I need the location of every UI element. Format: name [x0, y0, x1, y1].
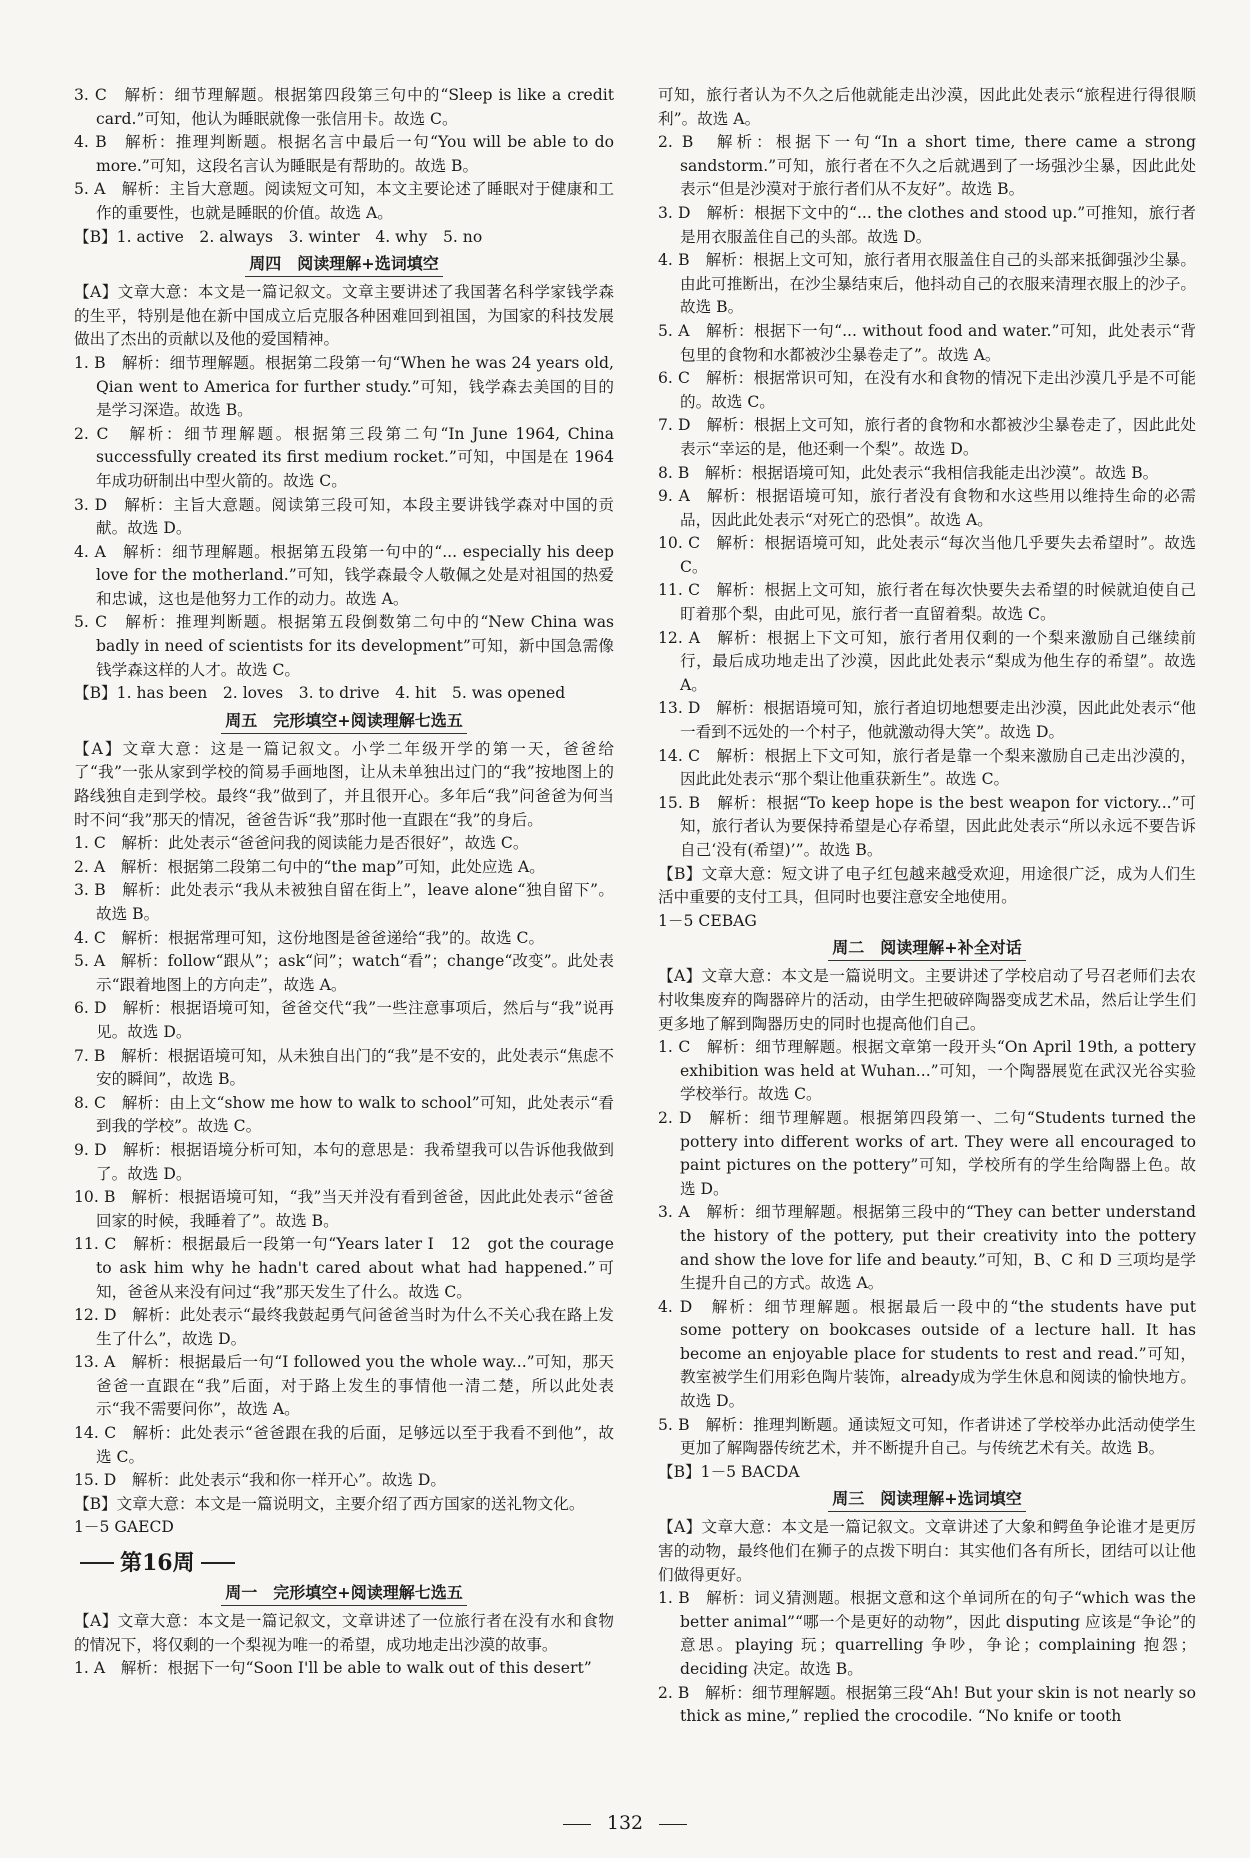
summary-paragraph: 【B】1－5 BACDA [658, 1462, 800, 1481]
section-heading [74, 1581, 614, 1606]
footer-dash-right [659, 1824, 687, 1825]
answer-item: 2. A 解析：根据第二段第二句中的“the map”可知，此处应选 A。 [74, 857, 545, 876]
section-heading-text: 周四 阅读理解+选词填空 [245, 252, 442, 277]
answer-item: 9. D 解析：根据语境分析可知，本句的意思是：我希望我可以告诉他我做到了。故选 D。 [74, 1140, 614, 1183]
answer-item: 10. B 解析：根据语境可知，“我”当天并没有看到爸爸，因此此处表示“爸爸回家的时候，我睡着了”。故选 B。 [74, 1188, 614, 1230]
answer-item: 5. A 解析：根据下一句“... without food and water.”可知，此处表示“背包里的食物和水都被沙尘暴卷走了”。故选 A。 [658, 321, 1196, 364]
answer-item: 4. B 解析：推理判断题。根据名言中最后一句“You will be able to do more.”可知，这段名言认为睡眠是有帮助的。故选 B。 [74, 133, 614, 175]
answer-item: 14. C 解析：此处表示“爸爸跟在我的后面，足够远以至于我看不到他”，故选 C。 [74, 1424, 614, 1466]
answer-item: 1. B 解析：词义猜测题。根据文意和这个单词所在的句子“which was the better animal”“哪一个是更好的动物”，因此 disputing 应该是“争论”的意思。playing 玩；quarrelling 争吵，争论；complaining 抱怨；deciding 决定。故选 B。 [658, 1589, 1196, 1678]
answer-item: 7. B 解析：根据语境可知，从未独自出门的“我”是不安的，此处表示“焦虑不安的瞬间”，故选 B。 [74, 1046, 614, 1089]
answer-item: 6. D 解析：根据语境可知，爸爸交代“我”一些注意事项后，然后与“我”说再见。故选 D。 [74, 999, 614, 1041]
section-heading-text: 周一 完形填空+阅读理解七选五 [221, 1581, 466, 1606]
left-column [74, 84, 614, 1681]
page-number: 132 [606, 1812, 644, 1834]
answer-item: 12. A 解析：根据上下文可知，旅行者用仅剩的一个梨来激励自己继续前行，最后成功地走出了沙漠，因此此处表示“梨成为他生存的希望”。故选 A。 [658, 628, 1196, 694]
answer-item: 5. A 解析：follow“跟从”；ask“问”；watch“看”；change“改变”。此处表示“跟着地图上的方向走”，故选 A。 [74, 952, 614, 994]
section-heading [74, 709, 614, 734]
answer-item: 11. C 解析：根据上文可知，旅行者在每次快要失去希望的时候就迫使自己盯着那个梨，由此可见，旅行者一直留着梨。故选 C。 [658, 581, 1196, 624]
answer-item: 5. C 解析：推理判断题。根据第五段倒数第二句中的“New China was badly in need of scientists for its development”可知，新中国急需像钱学森这样的人才。故选 C。 [74, 613, 614, 679]
answer-item: 3. B 解析：此处表示“我从未被独自留在街上”，leave alone“独自留下”。故选 B。 [74, 881, 614, 923]
section-heading-text: 周五 完形填空+阅读理解七选五 [221, 709, 466, 734]
answer-item: 2. D 解析：细节理解题。根据第四段第一、二句“Students turned the pottery into different works of art. They were all encouraged to paint pictures on the pottery”可知，学校所有的学生给陶器上色。故选 D。 [658, 1108, 1196, 1198]
summary-paragraph: 【A】文章大意：本文是一篇记叙文。文章讲述了大象和鳄鱼争论谁才是更厉害的动物，最终他们在狮子的点拨下明白：其实他们各有所长，团结可以让他们做得更好。 [658, 1518, 1196, 1584]
answer-item: 1. C 解析：此处表示“爸爸问我的阅读能力是否很好”，故选 C。 [74, 834, 529, 853]
right-column [658, 84, 1196, 1729]
section-heading [658, 1487, 1196, 1512]
summary-paragraph: 1－5 GAECD [74, 1518, 174, 1537]
summary-paragraph: 1－5 CEBAG [658, 911, 757, 930]
summary-paragraph: 【B】文章大意：本文是一篇说明文，主要介绍了西方国家的送礼物文化。 [74, 1494, 585, 1513]
answer-item: 4. A 解析：细节理解题。根据第五段第一句中的“... especially his deep love for the motherland.”可知，钱学森最令人敬佩之处是对祖国的热爱和忠诚，这也是他努力工作的动力。故选 A。 [74, 542, 614, 608]
answer-item: 4. C 解析：根据常理可知，这份地图是爸爸递给“我”的。故选 C。 [74, 928, 545, 947]
answer-item: 【B】1. has been 2. loves 3. to drive 4. hit 5. was opened [74, 684, 566, 703]
answer-item: 13. D 解析：根据语境可知，旅行者迫切地想要走出沙漠，因此此处表示“他一看到不远处的一个村子，他就激动得大笑”。故选 D。 [658, 699, 1196, 742]
answer-item: 3. C 解析：细节理解题。根据第四段第三句中的“Sleep is like a credit card.”可知，他认为睡眠就像一张信用卡。故选 C。 [74, 86, 614, 128]
week-heading [74, 1548, 614, 1578]
summary-paragraph: 【A】文章大意：本文是一篇记叙文。文章主要讲述了我国著名科学家钱学森的生平，特别是他在新中国成立后克服各种困难回到祖国，为国家的科技发展做出了杰出的贡献以及他的爱国精神。 [74, 283, 614, 349]
answer-item: 【B】1. active 2. always 3. winter 4. why 5. no [74, 227, 483, 246]
answer-item: 7. D 解析：根据上文可知，旅行者的食物和水都被沙尘暴卷走了，因此此处表示“幸运的是，他还剩一个梨”。故选 D。 [658, 416, 1196, 458]
section-heading-text: 周二 阅读理解+补全对话 [828, 936, 1025, 961]
week-dash-right [201, 1562, 235, 1564]
summary-paragraph: 【B】文章大意：短文讲了电子红包越来越受欢迎，用途很广泛，成为人们生活中重要的支付工具，但同时也要注意安全地使用。 [658, 864, 1196, 907]
answer-item: 5. B 解析：推理判断题。通读短文可知，作者讲述了学校举办此活动使学生更加了解陶器传统艺术，并不断提升自己。与传统艺术有关。故选 B。 [658, 1415, 1196, 1458]
answer-item: 9. A 解析：根据语境可知，旅行者没有食物和水这些用以维持生命的必需品，因此此处表示“对死亡的恐惧”。故选 A。 [658, 487, 1196, 529]
answer-item: 12. D 解析：此处表示“最终我鼓起勇气问爸爸当时为什么不关心我在路上发生了什么”，故选 D。 [74, 1306, 614, 1348]
answer-item: 3. D 解析：主旨大意题。阅读第三段可知，本段主要讲钱学森对中国的贡献。故选 D。 [74, 495, 614, 538]
section-heading [74, 252, 614, 277]
week-dash-left [80, 1562, 114, 1564]
week-heading-text: 第16周 [120, 1550, 195, 1577]
summary-paragraph: 【A】文章大意：本文是一篇说明文。主要讲述了学校启动了号召老师们去农村收集废弃的陶器碎片的活动，由学生把破碎陶器变成艺术品，然后让学生们更多地了解到陶器历史的同时也提高他们自己。 [658, 967, 1196, 1033]
answer-item: 4. D 解析：细节理解题。根据最后一段中的“the students have put some pottery on bookcases outside of a lecture hall. It has become an enjoyable place for students to rest and read.”可知，教室被学生们用彩色陶片装饰，already成为学生休息和阅读的愉快地方。故选 D。 [658, 1297, 1196, 1411]
summary-paragraph: 【A】文章大意：这是一篇记叙文。小学二年级开学的第一天，爸爸给了“我”一张从家到学校的简易手画地图，让从未单独出过门的“我”按地图上的路线独自走到学校。最终“我”做到了，并且很开心。多年后“我”问爸爸为何当时不问“我”那天的情况，爸爸告诉“我”那时他一直跟在“我”的身后。 [74, 739, 614, 829]
answer-item: 15. D 解析：此处表示“我和你一样开心”。故选 D。 [74, 1471, 446, 1490]
page-footer [0, 1812, 1250, 1834]
answer-item: 1. B 解析：细节理解题。根据第二段第一句“When he was 24 years old, Qian went to America for further study.”可知，钱学森去美国的目的是学习深造。故选 B。 [74, 353, 614, 420]
answer-item: 5. A 解析：主旨大意题。阅读短文可知，本文主要论述了睡眠对于健康和工作的重要性，也就是睡眠的价值。故选 A。 [74, 180, 614, 222]
answer-item: 10. C 解析：根据语境可知，此处表示“每次当他几乎要失去希望时”。故选 C。 [658, 534, 1196, 576]
answer-item: 1. C 解析：细节理解题。根据文章第一段开头“On April 19th, a pottery exhibition was held at Wuhan...”可知，一个陶器展览在武汉光谷实验学校举行。故选 C。 [658, 1038, 1196, 1104]
section-heading [658, 936, 1196, 961]
answer-item: 3. D 解析：根据下文中的“... the clothes and stood up.”可推知，旅行者是用衣服盖住自己的头部。故选 D。 [658, 203, 1196, 246]
answer-item: 4. B 解析：根据上文可知，旅行者用衣服盖住自己的头部来抵御强沙尘暴。由此可推断出，在沙尘暴结束后，他抖动自己的衣服来清理衣服上的沙子。故选 B。 [658, 251, 1196, 317]
answer-item: 8. B 解析：根据语境可知，此处表示“我相信我能走出沙漠”。故选 B。 [658, 463, 1159, 482]
answer-item: 13. A 解析：根据最后一句“I followed you the whole way...”可知，那天爸爸一直跟在“我”后面，对于路上发生的事情他一清二楚，所以此处表示“我不需要问你”，故选 A。 [74, 1353, 614, 1419]
summary-paragraph: 可知，旅行者认为不久之后他就能走出沙漠，因此此处表示“旅程进行得很顺利”。故选 A。 [658, 86, 1196, 128]
answer-item: 2. B 解析：细节理解题。根据第三段“Ah! But your skin is not nearly so thick as mine,” replied the crocodile. “No knife or tooth [658, 1683, 1196, 1726]
answer-item: 6. C 解析：根据常识可知，在没有水和食物的情况下走出沙漠几乎是不可能的。故选 C。 [658, 369, 1196, 411]
summary-paragraph: 【A】文章大意：本文是一篇记叙文，文章讲述了一位旅行者在没有水和食物的情况下，将仅剩的一个梨视为唯一的希望，成功地走出沙漠的故事。 [74, 1612, 614, 1654]
answer-item: 1. A 解析：根据下一句“Soon I'll be able to walk out of this desert” [74, 1659, 592, 1678]
answer-item: 2. C 解析：细节理解题。根据第三段第二句“In June 1964, China successfully created its first medium rocket.”可知，中国是在 1964 年成功研制出中型火箭的。故选 C。 [74, 424, 614, 490]
answer-item: 8. C 解析：由上文“show me how to walk to school”可知，此处表示“看到我的学校”。故选 C。 [74, 1093, 614, 1136]
answer-item: 3. A 解析：细节理解题。根据第三段中的“They can better understand the history of the pottery, put their creativity into the pottery and show the love for life and beauty.”可知，B、C 和 D 三项均是学生提升自己的方式。故选 A。 [658, 1203, 1196, 1293]
answer-item: 2. B 解析：根据下一句“In a short time, there came a strong sandstorm.”可知，旅行者在不久之后就遇到了一场强沙尘暴，因此此处表示“但是沙漠对于旅行者们从不友好”。故选 B。 [658, 133, 1196, 199]
answer-item: 15. B 解析：根据“To keep hope is the best weapon for victory...”可知，旅行者认为要保持希望是心存希望，因此此处表示“所以永远不要告诉自己‘没有(希望)’”。故选 B。 [658, 793, 1196, 859]
answer-item: 11. C 解析：根据最后一段第一句“Years later I 12 got the courage to ask him why he hadn't cared about what had happened.”可知，爸爸从来没有问过“我”那天发生了什么。故选 C。 [74, 1235, 614, 1301]
footer-dash-left [563, 1824, 591, 1825]
answer-item: 14. C 解析：根据上下文可知，旅行者是靠一个梨来激励自己走出沙漠的，因此此处表示“那个梨让他重获新生”。故选 C。 [658, 746, 1196, 789]
section-heading-text: 周三 阅读理解+选词填空 [828, 1487, 1025, 1512]
